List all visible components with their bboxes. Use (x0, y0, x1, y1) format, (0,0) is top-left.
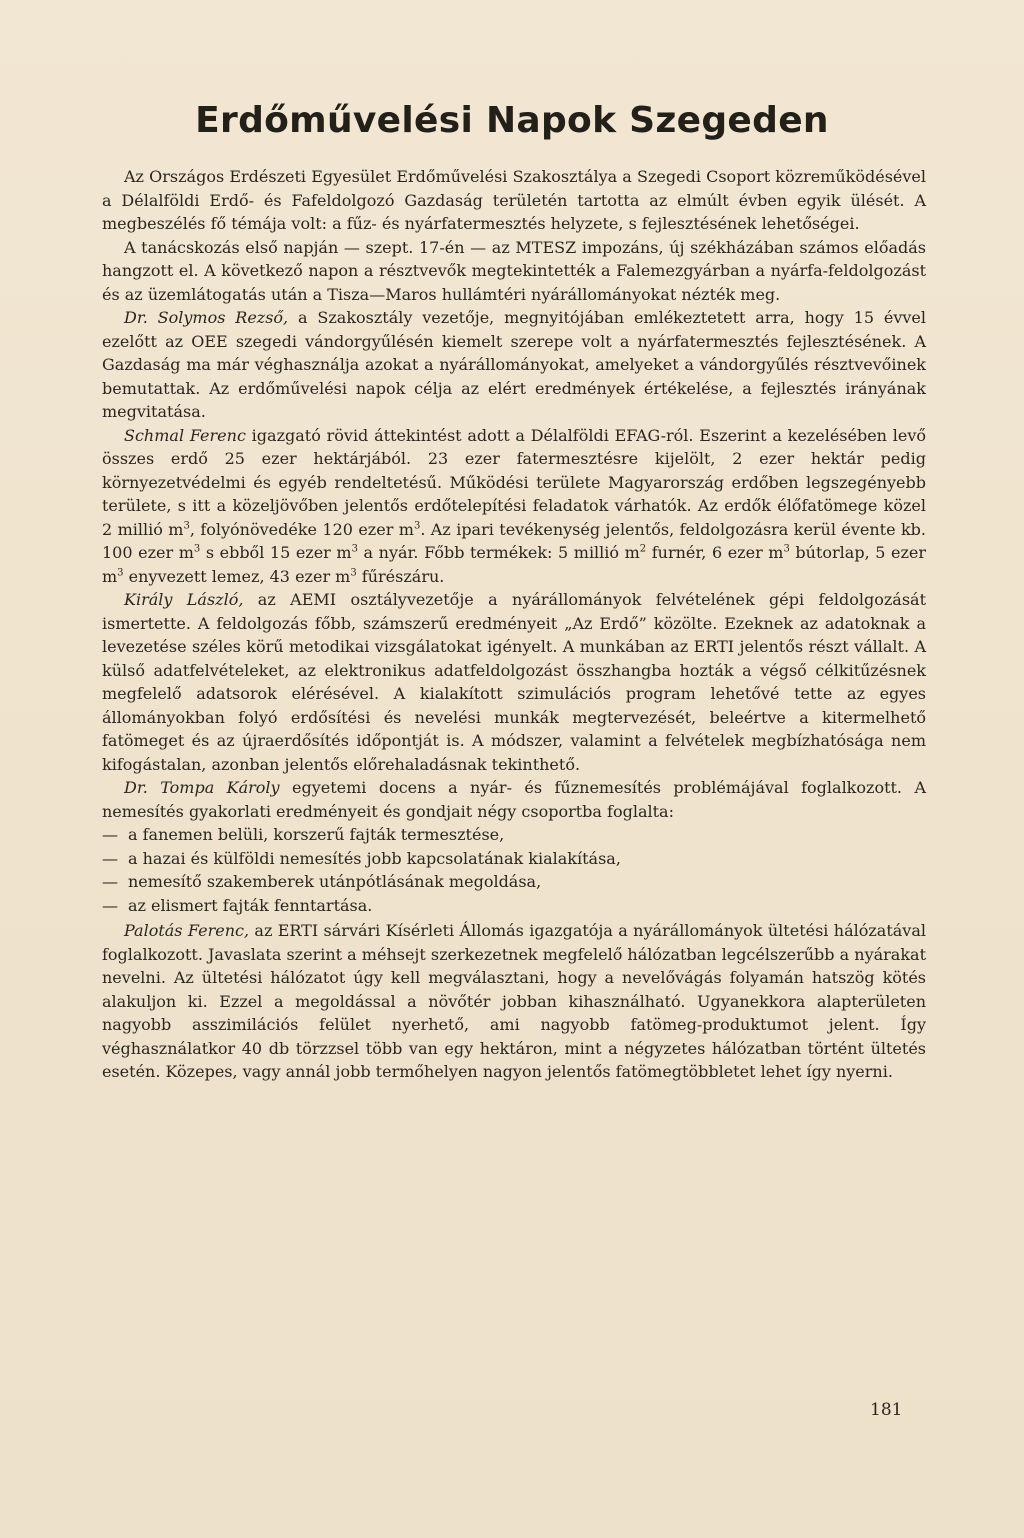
paragraph-text: A tanácskozás első napján — szept. 17-én — az MTESZ impozáns, új székházában számos előadás hangzott el. A következő napon a résztvevők megtekintették a Falemezgyárban a nyárfa-feldolgozást és az üzemlátogatás után a Tisza—Maros hullámtéri nyárállományokat nézték meg. (102, 237, 926, 304)
page-number: 181 (870, 1400, 903, 1420)
article-title: Erdőművelési Napok Szegeden (195, 100, 829, 141)
list-item-text: a fanemen belüli, korszerű fajták termesztése, (128, 825, 505, 844)
paragraph-text: fűrészáru. (356, 566, 445, 586)
paragraph-text: . Az ipari tevékenység jelentős, feldolgozásra kerül évente kb. 100 ezer m (102, 519, 927, 562)
speaker-name: Schmal Ferenc (124, 425, 246, 445)
list-item (102, 823, 926, 847)
superscript: 3 (783, 543, 790, 555)
dash: — (102, 825, 118, 844)
list-item-text: az elismert fajták fenntartása. (128, 895, 373, 915)
speaker-name: Király László, (124, 590, 244, 609)
paragraph-text: a nyár. Főbb termékek: 5 millió m (357, 543, 640, 562)
superscript: 2 (639, 543, 647, 555)
speaker-name: Palotás Ferenc, (124, 921, 250, 940)
superscript: 3 (413, 520, 421, 532)
superscript: 3 (117, 567, 124, 579)
superscript: 3 (351, 543, 358, 555)
breeding-list (102, 823, 926, 917)
paragraph-text: bútorlap, 5 ezer m (102, 543, 927, 586)
list-item-text: a hazai és külföldi nemesítés jobb kapcsolatának kialakítása, (128, 848, 621, 868)
paragraph-text: az AEMI osztályvezetője a nyárállományok felvételének gépi feldolgozását ismertette. A feldolgozás főbb, számszerű eredményeit „Az Erdő” közölte. Ezeknek az adatoknak a levezetése széles körű metodikai vizsgálatokat igényelt. A munkában az ERTI jelentős részt vállalt. A külső adatfelvételeket, az elektronikus adatfeldolgozást összhangba hozták a végső célkitűzésnek megfelelő adatsorok elérésével. A kialakított szimulációs program lehetővé tette az egyes állományokban folyó erdősítési és nevelési munkák megtervezését, beleértve a kitermelhető fatömeget és az újraerdősítés időpontját is. A módszer, valamint a felvételek megbízhatósága nem kifogástalan, azonban jelentős előrehaladásnak tekinthető. (102, 590, 927, 774)
paragraph-text: s ebből 15 ezer m (200, 543, 352, 562)
article-body (102, 165, 926, 1084)
paragraph-text: a Szakosztály vezetője, megnyitójában emlékeztetett arra, hogy 15 évvel ezelőtt az OEE szegedi vándorgyűlésén kiemelt szerepe volt a nyárfatermesztés fejlesztésének. A Gazdaság ma már véghasználja azokat a nyárállományokat, amelyeket a vándorgyűlés résztvevőinek bemutattak. Az erdőművelési napok célja az elért eredmények értékelése, a fejlesztés irányának megvitatása. (102, 308, 926, 421)
list-item-text: nemesítő szakemberek utánpótlásának megoldása, (128, 872, 542, 891)
list-item (102, 870, 926, 894)
dash: — (102, 848, 118, 868)
dash: — (102, 872, 118, 891)
superscript: 3 (183, 520, 190, 532)
list-item (102, 847, 926, 871)
paragraph-tompa (102, 776, 926, 823)
paragraph-text: igazgató rövid áttekintést adott a Délalföldi EFAG-ról. Eszerint a kezelésében levő összes erdő 25 ezer hektárjából. 23 ezer fatermesztésre kijelölt, 2 ezer hektár pedig környezetvédelmi és egyéb rendeltetésű. Működési területe Magyarország erdőben legszegényebb területe, s itt a közeljövőben jelentős erdőtelepítési feladatok várhatók. Az erdők élőfatömege közel 2 millió m (102, 425, 927, 539)
paragraph-conference (102, 236, 926, 307)
dash: — (102, 895, 118, 915)
paragraph-text: egyetemi docens a nyár- és fűznemesítés problémájával foglalkozott. A nemesítés gyakorlati eredményeit és gondjait négy csoportba foglalta: (102, 778, 926, 821)
speaker-name: Dr. Solymos Rezső, (124, 308, 289, 327)
paragraph-intro (102, 165, 926, 236)
paragraph-solymos (102, 306, 926, 424)
paragraph-palotas (102, 919, 926, 1084)
list-item (102, 894, 926, 918)
speaker-name: Dr. Tompa Károly (124, 778, 280, 797)
paragraph-text: , folyónövedéke 120 ezer m (189, 519, 414, 539)
superscript: 3 (193, 543, 201, 555)
paragraph-text: furnér, 6 ezer m (646, 543, 784, 562)
paragraph-text: Az Országos Erdészeti Egyesület Erdőművelési Szakosztálya a Szegedi Csoport közreműködésével a Délalföldi Erdő- és Fafeldolgozó Gazdaság területén tartotta az elmúlt évben egyik ülését. A megbeszélés fő témája volt: a fűz- és nyárfatermesztés helyzete, s fejlesztésének lehetőségei. (102, 167, 926, 233)
paragraph-kiraly (102, 588, 926, 776)
paragraph-text: enyvezett lemez, 43 ezer m (123, 566, 351, 586)
paragraph-schmal (102, 424, 926, 589)
superscript: 3 (350, 567, 357, 579)
paragraph-text: az ERTI sárvári Kísérleti Állomás igazgatója a nyárállományok ültetési hálózatával foglalkozott. Javaslata szerint a méhsejt szerkezetnek megfelelő hálózatban legcélszerűbb a nyárakat nevelni. Az ültetési hálózatot úgy kell megválasztani, hogy a nevelővágás folyamán hatszög kötés alakuljon ki. Ezzel a megoldással a növőtér jobban kihasználható. Ugyanekkora alapterületen nagyobb asszimilációs felület nyerhető, ami nagyobb fatömeg-produktumot jelent. Így véghasználatkor 40 db törzzsel több van egy hektáron, mint a négyzetes hálózatban történt ültetés esetén. Közepes, vagy annál jobb termőhelyen nagyon jelentős fatömegtöbbletet lehet így nyerni. (102, 921, 927, 1081)
